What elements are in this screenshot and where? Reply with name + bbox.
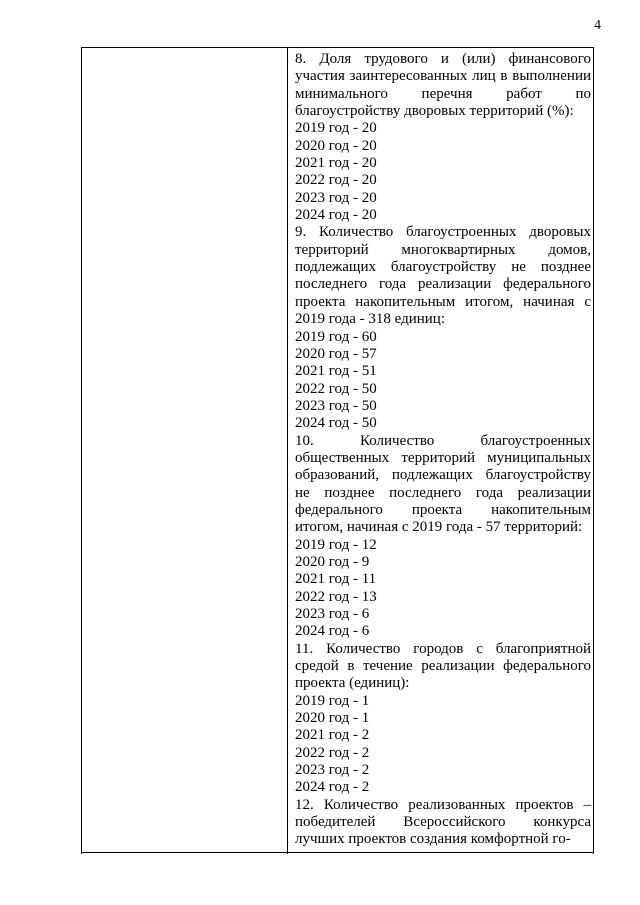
- page-number: 4: [594, 18, 601, 33]
- table-bottom-border: [81, 852, 594, 853]
- indicator-section-10: [295, 433, 591, 641]
- year-value: 2020 год - 20: [295, 137, 377, 154]
- year-value: 2020 год - 9: [295, 553, 370, 570]
- year-value: 2021 год - 20: [295, 155, 377, 172]
- indicator-heading: 11. Количество городов с благоприятной средой в течение реализации федерального проекта (единиц):: [295, 640, 591, 692]
- year-value: 2020 год - 57: [295, 345, 377, 362]
- year-value: 2024 год - 50: [295, 415, 377, 432]
- indicator-section-11: [295, 641, 591, 797]
- year-value: 2021 год - 51: [295, 363, 377, 380]
- year-value: 2022 год - 2: [295, 744, 370, 761]
- year-value: 2019 год - 20: [295, 120, 377, 137]
- year-value: 2024 год - 6: [295, 623, 370, 640]
- indicator-section-12: [295, 797, 591, 849]
- year-value: 2021 год - 11: [295, 571, 377, 588]
- year-value: 2024 год - 2: [295, 779, 370, 796]
- year-value: 2022 год - 50: [295, 380, 377, 397]
- year-value: 2024 год - 20: [295, 207, 377, 224]
- indicator-heading: 12. Количество реализованных проектов – победителей Всероссийского конкурса лучших проектов создания комфортной го-: [295, 796, 591, 848]
- year-value: 2022 год - 13: [295, 588, 377, 605]
- table-right-column: [288, 48, 593, 854]
- year-value: 2021 год - 2: [295, 727, 370, 744]
- indicator-heading: 8. Доля трудового и (или) финансового участия заинтересованных лиц в выполнении минимального перечня работ по благоустройству дворовых территорий (%):: [295, 51, 591, 120]
- year-value: 2020 год - 1: [295, 710, 370, 727]
- year-value: 2019 год - 60: [295, 328, 377, 345]
- year-value: 2019 год - 1: [295, 692, 370, 709]
- year-value: 2023 год - 20: [295, 189, 377, 206]
- year-value: 2023 год - 6: [295, 606, 370, 622]
- year-value: 2022 год - 20: [295, 172, 377, 189]
- table-left-column: [82, 48, 288, 854]
- year-value: 2019 год - 12: [295, 536, 377, 553]
- indicator-section-9: [295, 224, 591, 432]
- document-table: [81, 47, 594, 854]
- year-value: 2023 год - 50: [295, 397, 377, 414]
- indicator-heading: 10. Количество благоустроенных общественных территорий муниципальных образований, подлежащих благоустройству не позднее последнего года реализации федерального проекта накопительным итогом, начиная с 2019 года - 57 территорий:: [295, 432, 591, 536]
- year-value: 2023 год - 2: [295, 762, 370, 779]
- indicator-heading: 9. Количество благоустроенных дворовых территорий многоквартирных домов, подлежащих благоустройству не позднее последнего года реализации федерального проекта накопительным итогом, начиная с 2019 года - 318 единиц:: [295, 224, 591, 328]
- indicator-section-8: [295, 51, 591, 224]
